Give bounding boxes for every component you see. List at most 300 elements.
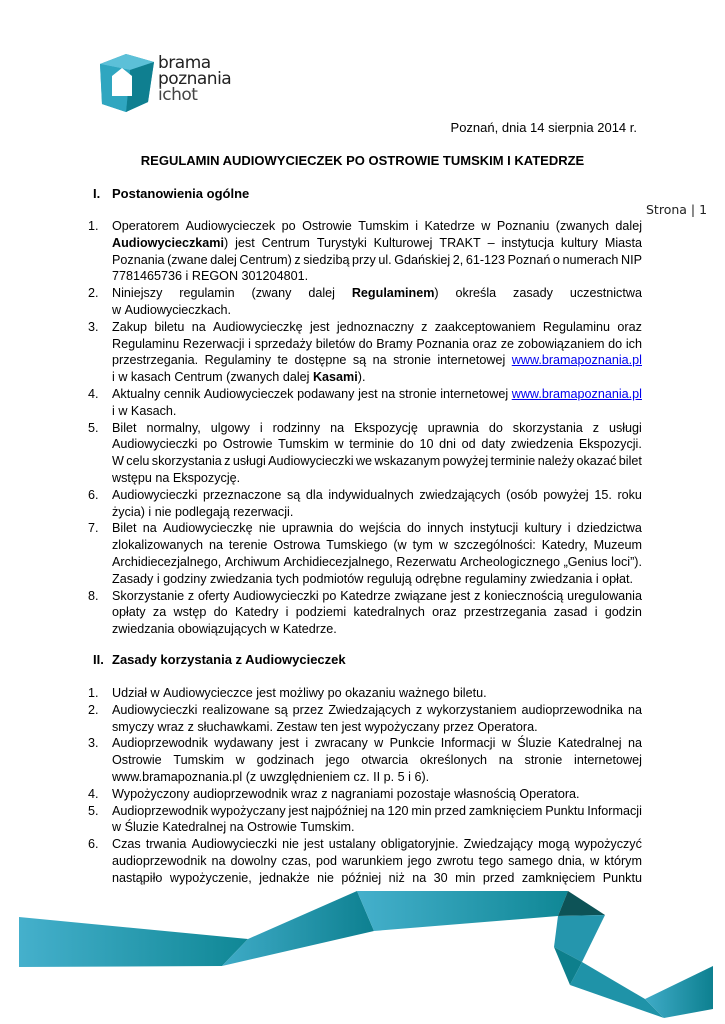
- word: przestrzegania.: [112, 353, 199, 368]
- word: audioprzewodnika: [521, 702, 624, 717]
- word: ul.: [378, 252, 392, 267]
- text-line: [112, 403, 642, 420]
- word: określonych: [419, 753, 488, 768]
- text-line: [112, 786, 642, 803]
- section-1-item-6: [88, 487, 642, 521]
- word: ustalany: [328, 837, 376, 852]
- word: Czas: [112, 837, 141, 852]
- word: Audiowycieczki: [112, 702, 198, 717]
- word: trwania: [145, 837, 187, 852]
- word: jest: [309, 319, 330, 334]
- word: Muzeum: [593, 538, 642, 553]
- text-line: [112, 436, 642, 453]
- text-line: [112, 685, 642, 702]
- word: przez: [443, 719, 474, 734]
- word: (z: [245, 769, 257, 784]
- word: wraz: [157, 719, 185, 734]
- word: do: [608, 336, 623, 351]
- word: Zakup: [112, 319, 148, 334]
- word: jest: [304, 837, 324, 852]
- word: biletu: [154, 319, 185, 334]
- word: słuchawkami.: [197, 719, 273, 734]
- word: zwiedzających: [419, 487, 501, 502]
- text-line: [112, 268, 642, 285]
- word: do: [488, 420, 503, 435]
- word: mogą: [538, 837, 570, 852]
- word: są: [274, 702, 288, 717]
- bold-term: Kasami: [312, 370, 358, 385]
- word: na: [412, 870, 427, 885]
- word: pozostaje: [396, 786, 451, 801]
- word: zwiedzenia: [510, 437, 574, 452]
- word: NIP: [621, 252, 642, 267]
- text-line: [112, 853, 642, 870]
- word: stronie: [393, 353, 431, 368]
- text-line: [112, 604, 642, 621]
- word: warunkiem: [341, 853, 403, 868]
- list-number: 2.: [88, 702, 99, 717]
- word: tego: [478, 853, 504, 868]
- word: w: [118, 403, 128, 418]
- word: na: [229, 820, 244, 835]
- word: wypożyczenie,: [169, 870, 252, 885]
- word: Bilet: [112, 521, 137, 536]
- word: Operatora.: [477, 719, 538, 734]
- word: przestrzegania: [463, 605, 547, 620]
- word: wejścia: [359, 521, 401, 536]
- word: min: [411, 803, 432, 818]
- word: jest: [341, 719, 362, 734]
- word: internetowej: [437, 353, 506, 368]
- section-heading-2: [93, 652, 346, 667]
- word: Aktualny: [112, 386, 161, 401]
- text-line: [112, 537, 642, 554]
- section-heading-1: [93, 186, 250, 201]
- word: oraz: [432, 605, 457, 620]
- word: powyżej: [543, 487, 589, 502]
- word: po: [203, 437, 218, 452]
- word: po: [281, 219, 296, 233]
- word: i: [112, 403, 115, 418]
- word: oraz: [617, 319, 642, 334]
- text-line: [112, 702, 642, 719]
- word: Tumskim: [173, 753, 225, 768]
- word: dnia,: [557, 853, 586, 868]
- word: i: [112, 370, 115, 385]
- word: Audiowycieczki: [112, 487, 198, 502]
- word: Kasami).: [312, 370, 366, 385]
- word: usługi: [608, 420, 642, 435]
- logo-text-brama: brama: [158, 53, 211, 73]
- word: i: [148, 504, 152, 519]
- word: Punktu: [602, 870, 642, 885]
- word: i: [285, 605, 289, 620]
- word: tym: [412, 538, 433, 553]
- word: REGON: [191, 269, 239, 284]
- word: okazać: [576, 454, 617, 469]
- word: dni: [439, 437, 456, 452]
- word: Audiowycieczki: [268, 454, 354, 469]
- word: i: [567, 521, 571, 536]
- word: siedzibą: [303, 252, 350, 267]
- word: jest: [256, 686, 276, 700]
- bold-term: Audiowycieczkami: [112, 235, 224, 250]
- list-number: 1.: [88, 686, 99, 700]
- word: Bramy: [376, 336, 413, 351]
- section-2-item-1: [88, 685, 642, 702]
- word: Audiowycieczkę: [213, 319, 303, 334]
- section-2-item-5: [88, 803, 642, 837]
- word: wstępu: [112, 470, 152, 485]
- word: Archiwum: [224, 554, 281, 569]
- word: okazaniu: [345, 686, 396, 700]
- word: ważnego: [399, 686, 450, 700]
- word: oraz: [472, 336, 498, 351]
- word: później: [341, 870, 382, 885]
- word: samego: [508, 853, 553, 868]
- word: W: [112, 454, 124, 469]
- text-line: [112, 588, 642, 605]
- word: w: [374, 736, 384, 751]
- text-line: [112, 352, 642, 369]
- word: Kasach.: [130, 403, 177, 418]
- word: godzin: [604, 605, 642, 620]
- word: wydawany: [214, 736, 274, 751]
- word: Punkcie: [389, 736, 435, 751]
- word: w: [438, 538, 448, 553]
- word: usługi: [232, 454, 266, 469]
- word: podmiotów: [302, 571, 364, 586]
- word: powyżej: [442, 454, 489, 469]
- word: indywidualnych: [328, 487, 414, 502]
- word: numerach: [562, 252, 619, 267]
- word: zwracany: [314, 736, 368, 751]
- text-line: [112, 487, 642, 504]
- word: 15.: [594, 487, 612, 502]
- word: kultury: [524, 521, 562, 536]
- text-line: [112, 752, 642, 769]
- word: przed: [482, 870, 515, 885]
- bold-term: Regulaminem: [351, 286, 435, 301]
- word: regulują: [366, 571, 412, 586]
- word: –: [487, 235, 495, 250]
- word: od: [461, 437, 476, 452]
- word: ten: [320, 719, 339, 734]
- page-number: Strona | 1: [646, 202, 708, 217]
- section-2-item-2: [88, 702, 642, 736]
- word: dalej: [282, 370, 310, 385]
- word: bilet: [618, 454, 642, 469]
- word: we: [355, 454, 373, 469]
- logo-text-ichot: ichot: [158, 85, 198, 105]
- word: rodzinny: [272, 420, 321, 435]
- word: do: [399, 437, 414, 452]
- word: życia): [112, 504, 145, 519]
- word: obligatoryjnie.: [380, 837, 459, 852]
- word: Katedrze: [424, 219, 475, 233]
- text-line: [112, 453, 642, 470]
- word: „Genius: [563, 554, 608, 569]
- word: i: [185, 269, 189, 284]
- word: na: [370, 803, 385, 818]
- word: związane: [394, 588, 447, 603]
- word: jest: [288, 803, 309, 818]
- text-line: [112, 571, 642, 588]
- word: Poznań: [507, 252, 551, 267]
- word: w: [150, 686, 160, 700]
- section-title: Postanowienia ogólne: [112, 186, 250, 201]
- word: zlokalizowanych: [112, 538, 203, 553]
- word: zobowiązaniem: [517, 336, 605, 351]
- word: Archidiecezjalnego,: [283, 554, 393, 569]
- word: i: [415, 219, 419, 233]
- word: zwiedzania: [112, 622, 175, 637]
- word: Tumskim: [358, 219, 409, 233]
- word: instytucja: [501, 235, 554, 250]
- word: zwrotu: [436, 853, 474, 868]
- word: najpóźniej: [311, 803, 368, 818]
- house-cube-icon: [96, 50, 158, 114]
- word: uregulowania: [567, 588, 642, 603]
- word: skorzystania: [512, 420, 583, 435]
- section-1-item-2: [88, 285, 642, 319]
- word: 7781465736: [112, 269, 183, 284]
- list-number: 6.: [88, 487, 99, 502]
- word: Tumskiego: [326, 538, 388, 553]
- word: na: [381, 386, 396, 401]
- text-line: [112, 836, 642, 853]
- word: Regulaminu: [112, 336, 180, 351]
- word: Poznania: [112, 252, 165, 267]
- word: loci”).: [611, 554, 642, 569]
- word: Ekspozycji.: [578, 437, 642, 452]
- website-link[interactable]: www.bramapoznania.pl: [511, 386, 642, 401]
- word: Poznania: [416, 336, 469, 351]
- word: (zwanych: [226, 370, 280, 385]
- word: do: [407, 521, 422, 536]
- word: przeznaczone: [202, 487, 282, 502]
- word: na: [627, 702, 642, 717]
- word: nie: [317, 870, 334, 885]
- word: www.bramapoznania.pl: [112, 769, 243, 784]
- word: w: [112, 820, 122, 835]
- word: w: [481, 219, 491, 233]
- word: Punktu: [545, 803, 585, 818]
- word: opłaty: [112, 605, 146, 620]
- text-line: [112, 369, 642, 386]
- word: Kulturowej: [373, 235, 433, 250]
- word: stronie: [524, 753, 563, 768]
- word: terminie: [490, 454, 536, 469]
- text-line: [112, 386, 642, 403]
- word: kultury: [560, 235, 598, 250]
- word: do: [358, 336, 373, 351]
- word: terenie: [228, 538, 268, 553]
- text-line: [112, 218, 642, 235]
- word: należy: [537, 454, 575, 469]
- website-link[interactable]: www.bramapoznania.pl: [511, 353, 642, 368]
- word: w: [501, 736, 511, 751]
- word: Katedry,: [541, 538, 588, 553]
- word: zamknięciem: [468, 803, 543, 818]
- word: Ekspozycję: [354, 420, 418, 435]
- word: podlegają: [175, 504, 230, 519]
- word: na: [330, 420, 345, 435]
- word: w: [112, 302, 122, 317]
- section-1-item-7: [88, 520, 642, 587]
- word: odrębne: [415, 571, 462, 586]
- word: Audiowycieczkami): [112, 235, 229, 250]
- word: uczestnictwa: [569, 286, 642, 301]
- text-line: [112, 735, 642, 752]
- word: po: [322, 588, 337, 603]
- word: p.: [383, 769, 395, 784]
- text-line: [112, 803, 642, 820]
- word: do: [213, 605, 228, 620]
- word: internetowej: [574, 753, 642, 768]
- word: przed: [434, 803, 467, 818]
- section-1-item-8: [88, 588, 642, 638]
- word: przy: [352, 252, 376, 267]
- word: Zwiedzający: [463, 837, 533, 852]
- word: Miasta: [604, 235, 642, 250]
- word: Operatorem: [112, 219, 180, 233]
- word: szczególności:: [453, 538, 536, 553]
- word: na: [627, 736, 642, 751]
- word: z: [421, 319, 428, 334]
- word: z: [321, 786, 328, 801]
- word: wypożyczyć: [574, 837, 642, 852]
- word: (w: [393, 538, 407, 553]
- word: zasady: [513, 286, 553, 301]
- word: na: [211, 853, 226, 868]
- word: czas,: [281, 853, 312, 868]
- list-number: 4.: [88, 786, 99, 801]
- word: [512, 386, 642, 403]
- text-line: [112, 285, 642, 302]
- word: i: [408, 769, 411, 784]
- word: kasach: [130, 370, 171, 385]
- word: podawany: [297, 386, 355, 401]
- word: terminie: [349, 437, 395, 452]
- word: z: [187, 588, 195, 603]
- word: biletu.: [452, 686, 487, 700]
- text-line: [112, 819, 642, 836]
- word: 120: [387, 803, 409, 818]
- word: uprawnia: [281, 521, 333, 536]
- word: wskazanym: [374, 454, 441, 469]
- word: z: [187, 719, 194, 734]
- word: na: [155, 470, 170, 485]
- text-line: [112, 470, 642, 487]
- word: (zwane: [167, 252, 208, 267]
- word: otwarcia: [361, 753, 409, 768]
- section-1-item-5: [88, 420, 642, 487]
- word: innych: [427, 521, 464, 536]
- word: niż: [388, 870, 405, 885]
- word: określa: [455, 286, 497, 301]
- section-2-item-3: [88, 735, 642, 785]
- word: Ostrowie: [222, 437, 273, 452]
- word: możliwy: [279, 686, 325, 700]
- word: Informacji: [587, 803, 642, 818]
- word: regulamin: [179, 286, 235, 301]
- word: Turystyki: [316, 235, 367, 250]
- list-number: 3.: [88, 319, 99, 334]
- decorative-ribbon: [0, 872, 725, 1024]
- word: Regulaminem): [351, 286, 439, 301]
- section-2-item-4: [88, 786, 642, 803]
- word: (zwany: [251, 286, 292, 301]
- word: 301204801.: [241, 269, 309, 284]
- word: cz.: [353, 769, 370, 784]
- word: Zestaw: [276, 719, 318, 734]
- word: oferty: [197, 588, 230, 603]
- word: regulaminy: [464, 571, 527, 586]
- word: na: [191, 319, 206, 334]
- word: Zwiedzających: [328, 702, 411, 717]
- word: i: [595, 571, 599, 586]
- list-number: 8.: [88, 588, 99, 603]
- word: zwiedzania: [530, 571, 593, 586]
- word: dalej: [308, 286, 335, 301]
- text-line: [112, 719, 642, 736]
- list-number: 3.: [88, 736, 99, 751]
- word: (zwanych: [555, 219, 609, 233]
- word: godziny: [163, 571, 207, 586]
- word: z: [474, 588, 481, 603]
- word: pod: [315, 853, 337, 868]
- word: Tumskim: [278, 437, 329, 452]
- word: ulgowy: [210, 420, 250, 435]
- word: Audiowycieczkę: [162, 521, 253, 536]
- word: dowolny: [230, 853, 277, 868]
- word: ich: [625, 336, 642, 351]
- word: Skorzystanie: [112, 588, 185, 603]
- word: Bilet: [112, 420, 137, 435]
- word: dalej: [210, 252, 237, 267]
- word: w: [334, 437, 344, 452]
- word: Rezerwacji: [182, 336, 245, 351]
- word: zaakceptowaniem: [434, 319, 536, 334]
- word: wykorzystaniem: [427, 702, 517, 717]
- word: (osób: [506, 487, 538, 502]
- word: dziedzictwa: [576, 521, 642, 536]
- word: Audiowycieczkach.: [124, 302, 232, 317]
- brama-poznania-logo: [96, 50, 246, 114]
- word: Centrum: [174, 370, 223, 385]
- word: na: [498, 753, 513, 768]
- word: dla: [305, 487, 323, 502]
- word: nie: [282, 837, 299, 852]
- list-number: 4.: [88, 386, 99, 401]
- word: Ostrowie: [247, 820, 297, 835]
- word: jego: [325, 753, 350, 768]
- word: jest: [450, 588, 471, 603]
- word: Audioprzewodnik: [112, 736, 208, 751]
- word: dostępne: [294, 353, 347, 368]
- word: Śluzie: [124, 820, 159, 835]
- word: Gdańskiej: [394, 252, 451, 267]
- section-number: II.: [93, 652, 104, 667]
- word: po: [327, 686, 342, 700]
- document-title: REGULAMIN AUDIOWYCIECZEK PO OSTROWIE TUMSKIM I KATEDRZE: [140, 153, 585, 168]
- word: obowiązujących: [177, 622, 267, 637]
- word: ze: [500, 336, 515, 351]
- text-line: [112, 504, 642, 521]
- word: jednakże: [259, 870, 310, 885]
- text-line: [112, 302, 642, 319]
